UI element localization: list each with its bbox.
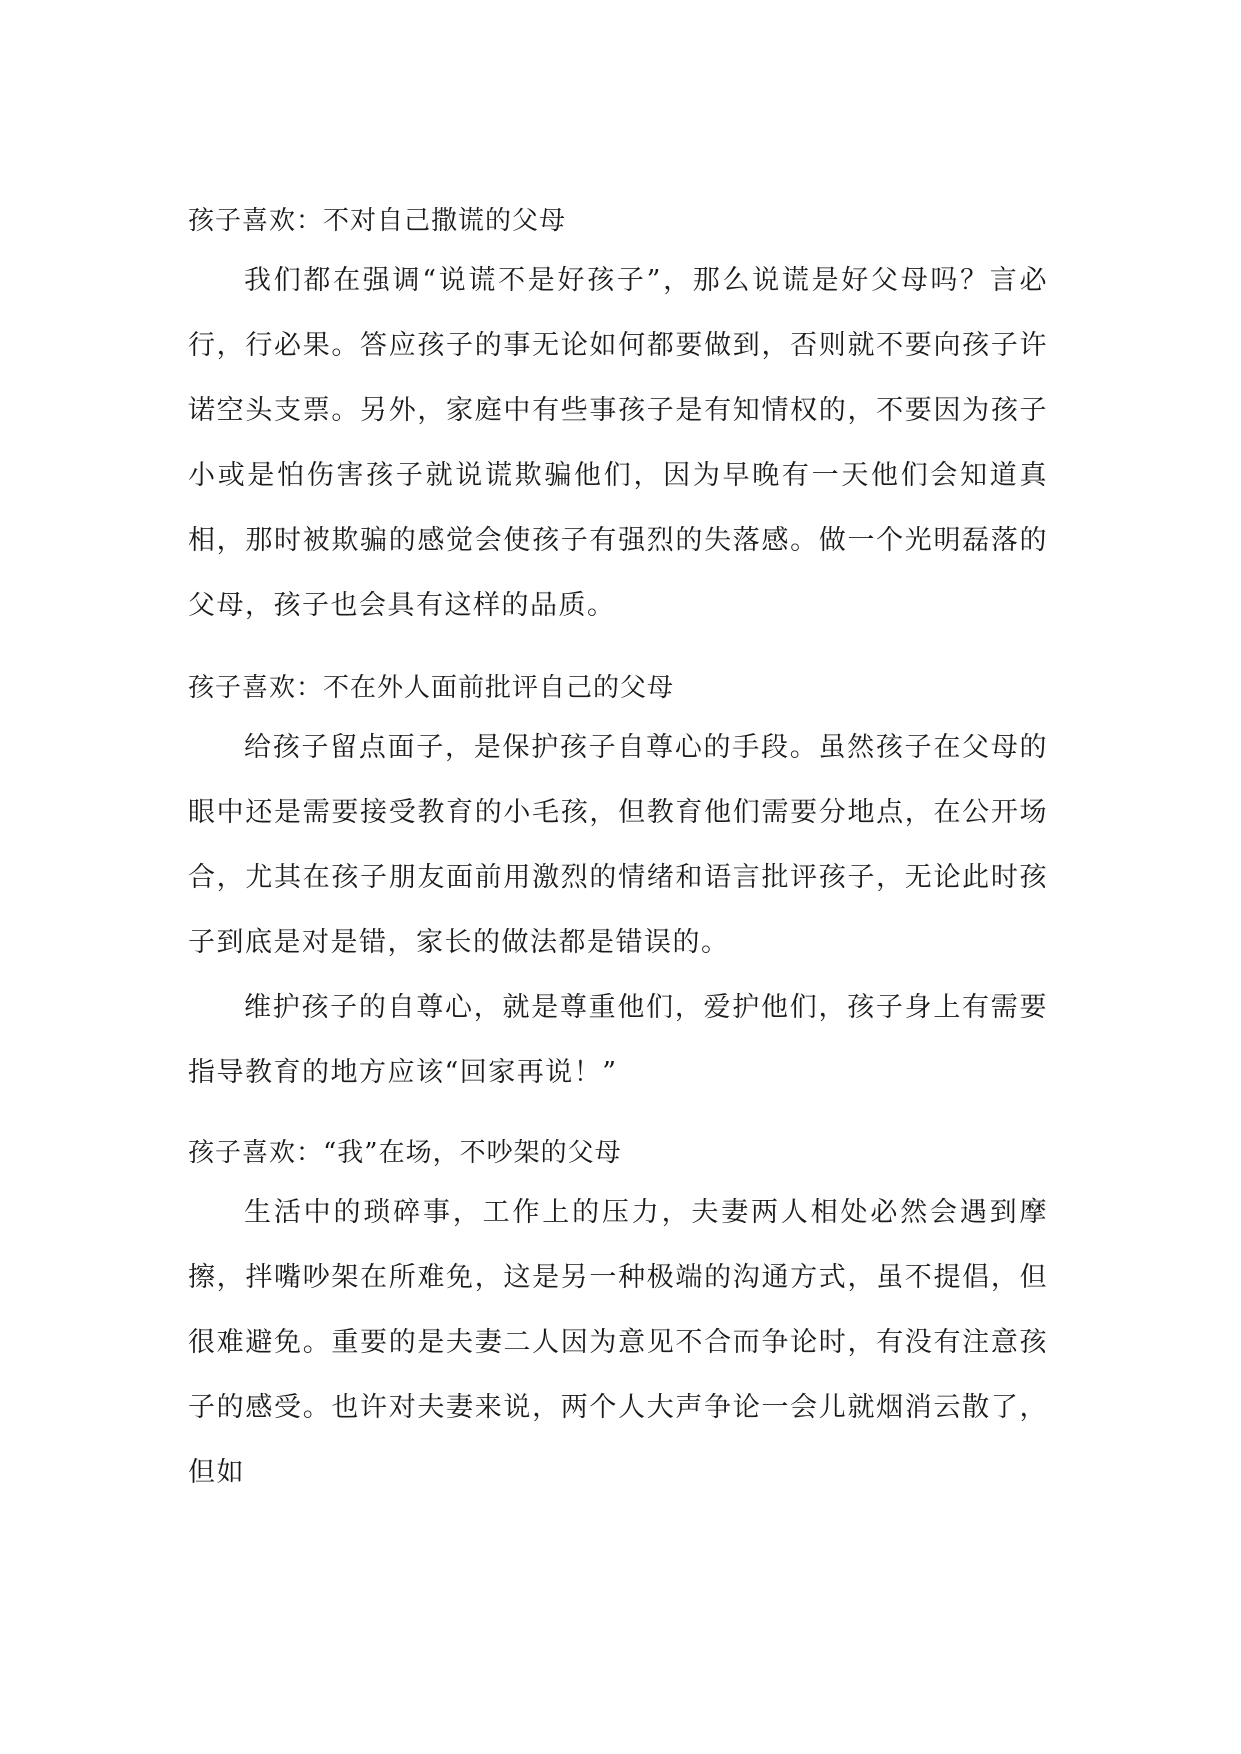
section-heading: 孩子喜欢：不在外人面前批评自己的父母 — [188, 673, 675, 703]
section-heading: 孩子喜欢：“我”在场，不吵架的父母 — [188, 1138, 622, 1168]
section-paragraph: 我们都在强调“说谎不是好孩子”，那么说谎是好父母吗？言必行，行必果。答应孩子的事无论如何都要做到，否则就不要向孩子许诺空头支票。另外，家庭中有些事孩子是有知情权的，不要因为孩子小或是怕伤害孩子就说谎欺骗他们，因为早晚有一天他们会知道真相，那时被欺骗的感觉会使孩子有强烈的失落感。做一个光明磊落的父母，孩子也会具有这样的品质。 — [188, 265, 1048, 621]
section-paragraph: 给孩子留点面子，是保护孩子自尊心的手段。虽然孩子在父母的眼中还是需要接受教育的小毛孩，但教育他们需要分地点，在公开场合，尤其在孩子朋友面前用激烈的情绪和语言批评孩子，无论此时孩子到底是对是错，家长的做法都是错误的。 — [188, 732, 1048, 958]
section-paragraph: 维护孩子的自尊心，就是尊重他们，爱护他们，孩子身上有需要指导教育的地方应该“回家再说！” — [188, 992, 1048, 1088]
section-heading: 孩子喜欢：不对自己撒谎的父母 — [188, 206, 567, 236]
section-paragraph: 生活中的琐碎事，工作上的压力，夫妻两人相处必然会遇到摩擦，拌嘴吵架在所难免，这是另一种极端的沟通方式，虽不提倡，但很难避免。重要的是夫妻二人因为意见不合而争论时，有没有注意孩子的感受。也许对夫妻来说，两个人大声争论一会儿就烟消云散了，但如 — [188, 1197, 1048, 1488]
